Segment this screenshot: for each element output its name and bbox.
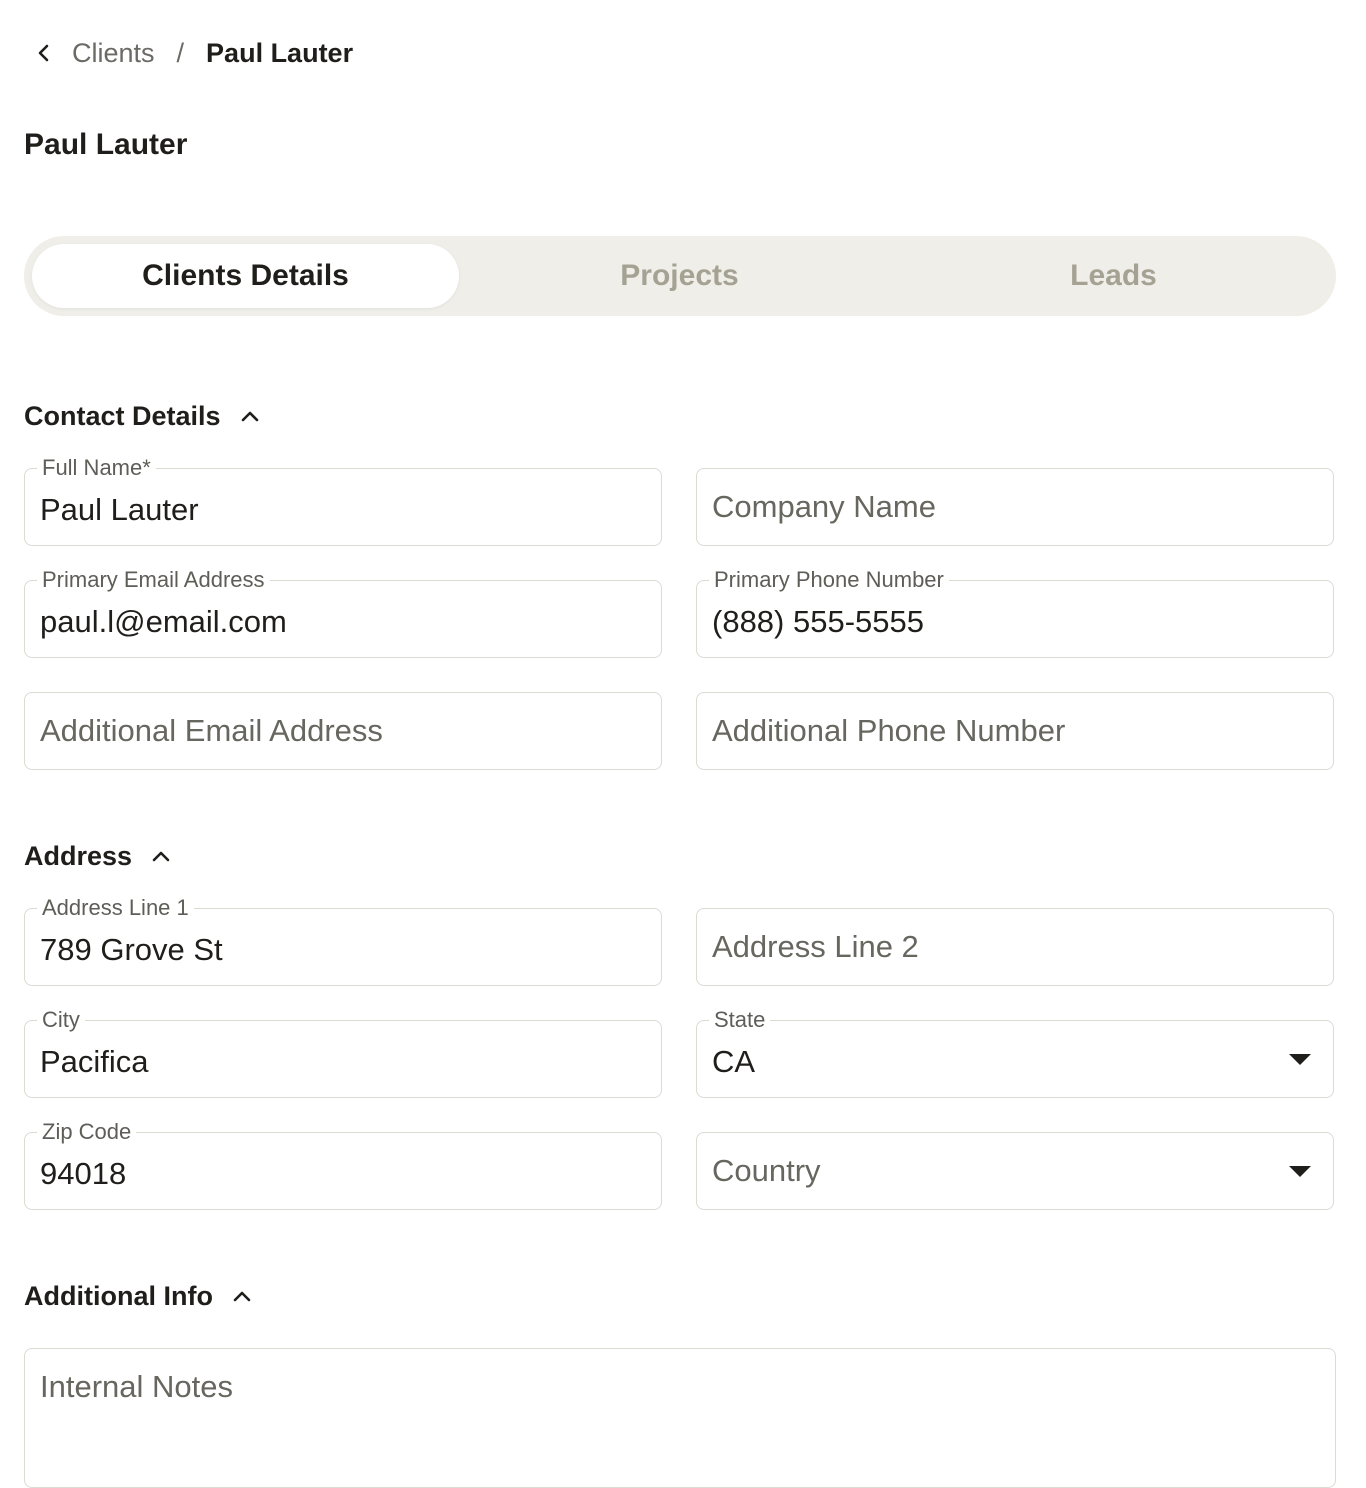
breadcrumb-clients-link[interactable]: Clients xyxy=(72,37,155,68)
address-toggle[interactable] xyxy=(24,836,174,876)
internal-notes-textarea[interactable] xyxy=(40,1369,1310,1469)
primary-phone-field xyxy=(696,567,1334,658)
page-title: Paul Lauter xyxy=(24,128,188,161)
address-line1-field xyxy=(24,895,662,986)
city-label: City xyxy=(37,1008,85,1032)
additional-phone-field xyxy=(696,692,1334,770)
breadcrumb-separator: / xyxy=(176,37,185,68)
tab-clients-details[interactable]: Clients Details xyxy=(32,244,459,308)
tab-leads[interactable]: Leads xyxy=(1070,259,1157,292)
address-line1-input[interactable] xyxy=(40,915,600,985)
address-line1-label: Address Line 1 xyxy=(37,896,194,920)
tab-projects[interactable]: Projects xyxy=(620,259,739,292)
state-label: State xyxy=(709,1008,770,1032)
additional-info-toggle[interactable] xyxy=(24,1276,255,1316)
primary-email-field xyxy=(24,567,662,658)
additional-email-field xyxy=(24,692,662,770)
country-select[interactable] xyxy=(696,1132,1334,1210)
caret-down-icon xyxy=(1289,1166,1311,1177)
zip-code-field xyxy=(24,1119,662,1210)
caret-down-icon xyxy=(1289,1054,1311,1065)
primary-email-label: Primary Email Address xyxy=(37,568,270,592)
chevron-up-icon xyxy=(229,1283,255,1309)
contact-details-toggle[interactable] xyxy=(24,396,263,436)
tab-bar xyxy=(24,236,1336,316)
primary-phone-input[interactable] xyxy=(712,587,1272,657)
state-value: CA xyxy=(712,1044,756,1079)
chevron-up-icon xyxy=(237,403,263,429)
full-name-label: Full Name* xyxy=(37,456,156,480)
additional-phone-input[interactable] xyxy=(712,693,1272,769)
primary-email-input[interactable] xyxy=(40,587,600,657)
contact-details-heading: Contact Details xyxy=(24,400,221,431)
zip-code-input[interactable] xyxy=(40,1139,600,1209)
internal-notes-field xyxy=(24,1348,1336,1488)
address-line2-field xyxy=(696,908,1334,986)
breadcrumb-current: Paul Lauter xyxy=(206,37,354,68)
zip-code-label: Zip Code xyxy=(37,1120,136,1144)
company-name-field xyxy=(696,468,1334,546)
state-select[interactable] xyxy=(696,1007,1334,1098)
country-placeholder: Country xyxy=(712,1153,821,1188)
chevron-up-icon xyxy=(148,843,174,869)
full-name-field xyxy=(24,455,662,546)
chevron-left-icon[interactable] xyxy=(30,39,58,67)
additional-info-heading: Additional Info xyxy=(24,1280,213,1311)
city-input[interactable] xyxy=(40,1027,600,1097)
primary-phone-label: Primary Phone Number xyxy=(709,568,949,592)
breadcrumb xyxy=(30,32,353,74)
company-name-input[interactable] xyxy=(712,469,1272,545)
address-line2-input[interactable] xyxy=(712,909,1272,985)
additional-email-input[interactable] xyxy=(40,693,600,769)
city-field xyxy=(24,1007,662,1098)
address-heading: Address xyxy=(24,840,133,871)
full-name-input[interactable] xyxy=(40,475,600,545)
